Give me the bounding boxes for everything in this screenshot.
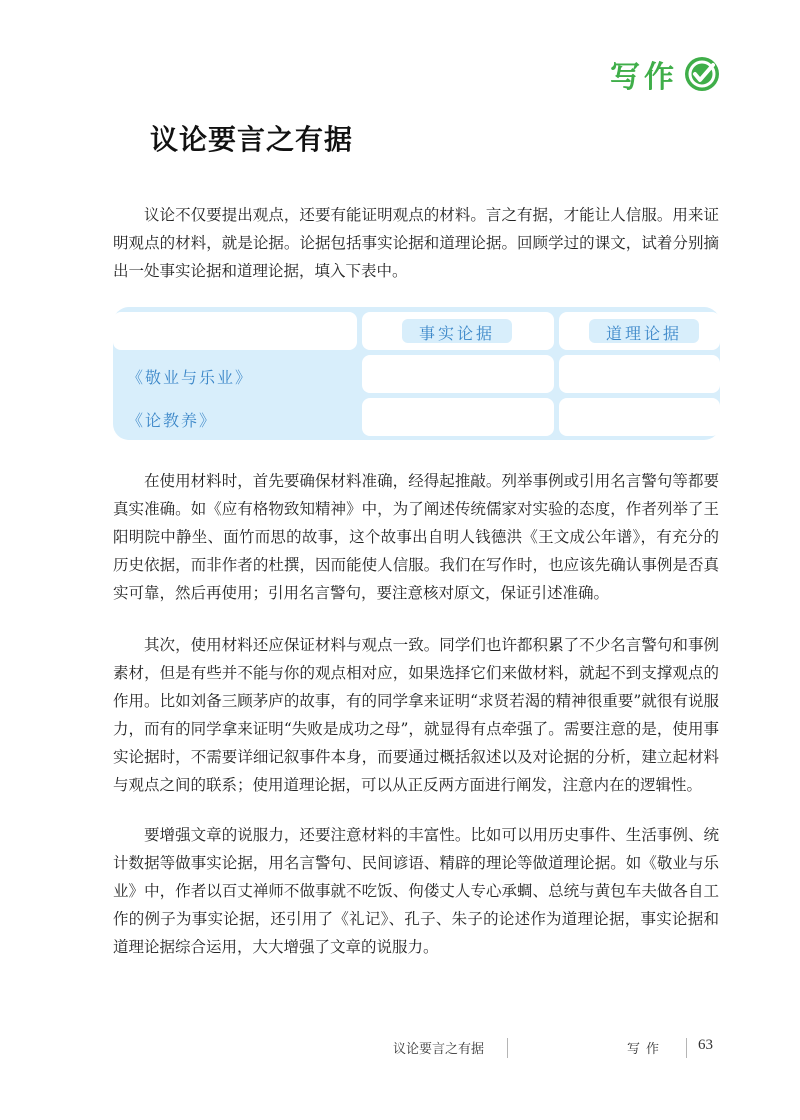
body-paragraph-2: 其次，使用材料还应保证材料与观点一致。同学们也许都积累了不少名言警句和事例素材，但是有些并不能与你的观点相对应，如果选择它们来做材料，就起不到支撑观点的作用。比如刘备三顾茅庐的故事，有的同学拿来证明“求贤若渴的精神很重要”就很有说服力，而有的同学拿来证明“失败是成功之母”，就显得有点牵强了。需要注意的是，使用事实论据时，不需要详细记叙事件本身，而要通过概括叙述以及对论据的分析，建立起材料与观点之间的联系；使用道理论据，可以从正反两方面进行阐发，注意内在的逻辑性。 xyxy=(113,636,719,794)
check-circle-icon xyxy=(684,56,720,92)
header-label-fact: 事实论据 xyxy=(418,324,495,343)
footer-divider-1 xyxy=(507,1038,508,1058)
footer-chapter-title: 议论要言之有据 xyxy=(393,1042,485,1057)
page-footer xyxy=(0,1038,800,1062)
footer-section-label: 写作 xyxy=(627,1042,666,1057)
page-number: 63 xyxy=(698,1037,713,1053)
answer-cell-row1-reason[interactable] xyxy=(559,355,720,393)
footer-divider-2 xyxy=(686,1038,687,1058)
evidence-table xyxy=(113,307,720,440)
section-tag-label: 写作 xyxy=(610,60,678,95)
answer-cell-row2-reason[interactable] xyxy=(559,398,720,436)
row-label-1: 《敬业与乐业》 xyxy=(127,368,254,387)
header-cell-reason xyxy=(559,312,720,350)
row-label-2: 《论教养》 xyxy=(127,411,218,430)
answer-cell-row1-fact[interactable] xyxy=(362,355,554,393)
intro-paragraph: 议论不仅要提出观点，还要有能证明观点的材料。言之有据，才能让人信服。用来证明观点的材料，就是论据。论据包括事实论据和道理论据。回顾学过的课文，试着分别摘出一处事实论据和道理论据，填入下表中。 xyxy=(113,206,719,280)
body-paragraph-3: 要增强文章的说服力，还要注意材料的丰富性。比如可以用历史事件、生活事例、统计数据等做事实论据，用名言警句、民间谚语、精辟的理论等做道理论据。如《敬业与乐业》中，作者以百丈禅师不做事就不吃饭、佝偻丈人专心承蜩、总统与黄包车夫做各自工作的例子为事实论据，还引用了《礼记》、孔子、朱子的论述作为道理论据，事实论据和道理论据综合运用，大大增强了文章的说服力。 xyxy=(113,826,719,956)
table-corner-cell xyxy=(113,312,357,350)
section-tag xyxy=(610,52,720,96)
body-paragraph-1: 在使用材料时，首先要确保材料准确，经得起推敲。列举事例或引用名言警句等都要真实准确。如《应有格物致知精神》中，为了阐述传统儒家对实验的态度，作者列举了王阳明院中静坐、面竹而思的故事，这个故事出自明人钱德洪《王文成公年谱》，有充分的历史依据，而非作者的杜撰，因而能使人信服。我们在写作时，也应该先确认事例是否真实可靠，然后再使用；引用名言警句，要注意核对原文，保证引述准确。 xyxy=(113,472,719,602)
page-title: 议论要言之有据 xyxy=(150,123,354,156)
answer-cell-row2-fact[interactable] xyxy=(362,398,554,436)
header-label-reason: 道理论据 xyxy=(605,324,682,343)
header-cell-fact xyxy=(362,312,554,350)
